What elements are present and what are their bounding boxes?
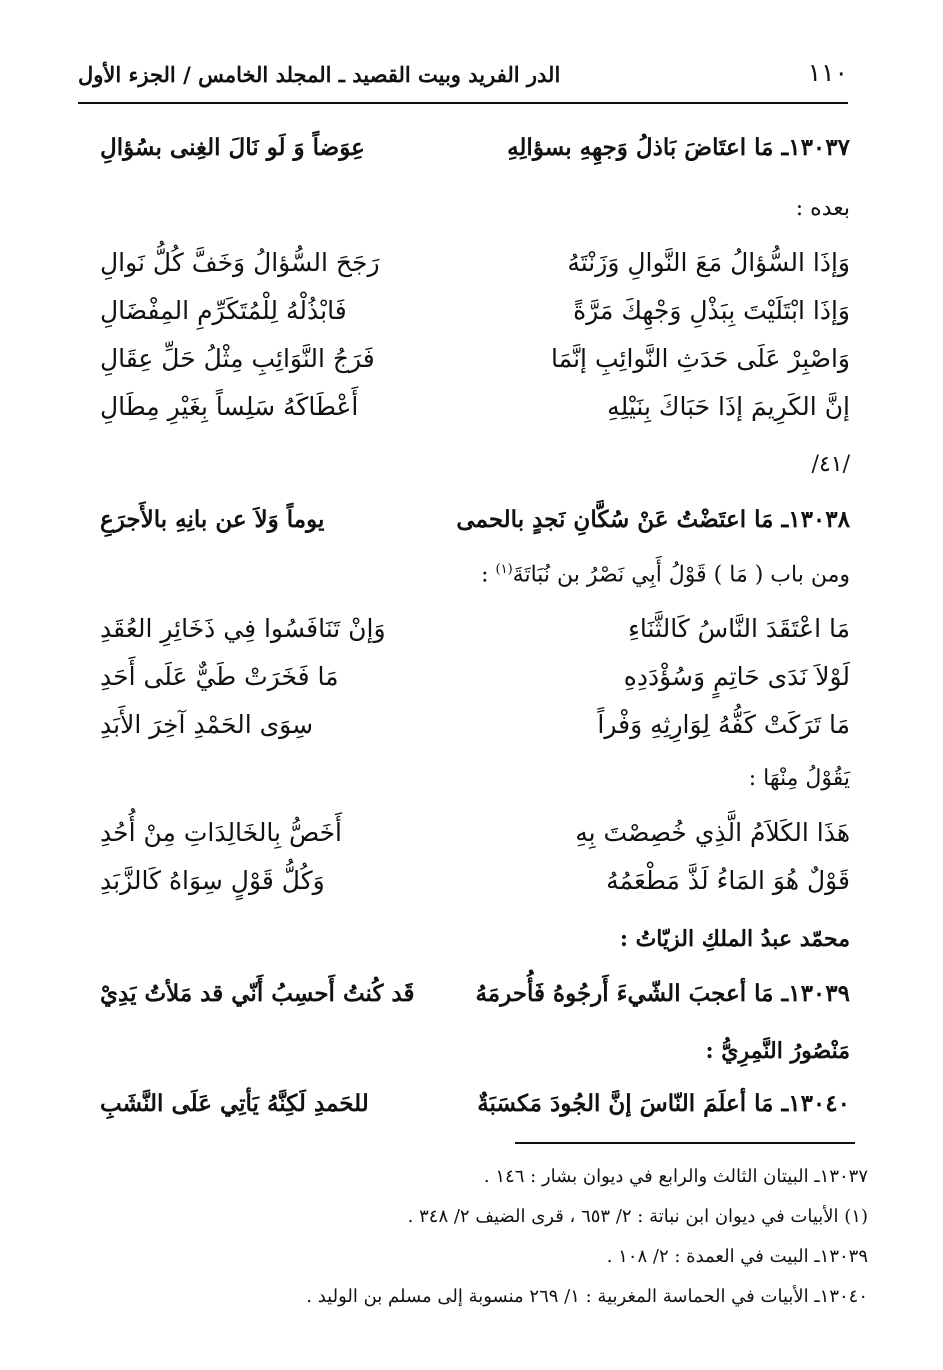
entry-13037-reference: /٤١/ <box>811 452 850 477</box>
verse-second-hemistich: وَإنْ تَنَافَسُوا فِي ذَخَائِرِ العُقَدِ <box>100 614 386 643</box>
verse-first-hemistich: وَإذَا ابْتَلَيْتَ بِبَذْلِ وَجْهِكَ مَرَّةً <box>573 296 850 325</box>
verse-second-hemistich: أَعْطَاكَهُ سَلِساً بِغَيْرِ مِطَالِ <box>100 392 359 421</box>
page-number: ١١٠ <box>807 58 848 87</box>
entry-13037-first-hemistich: ١٣٠٣٧ـ مَا اعتَاضَ بَاذلُ وَجهِهِ بسؤالِهِ <box>507 134 850 161</box>
entry-13039-second-hemistich: قَد كُنتُ أَحسِبُ أَنّي قد مَلأتُ يَدِيْ <box>100 980 415 1007</box>
verse-second-hemistich: سِوَى الحَمْدِ آخِرَ الأَبَدِ <box>100 710 314 739</box>
entry-13040-second-hemistich: للحَمدِ لَكِنَّهُ يَأتِي عَلَى النَّشَبِ <box>100 1090 369 1117</box>
footnote: ١٣٠٣٩ـ البيت في العمدة : ٢/ ١٠٨ . <box>606 1246 868 1267</box>
entry-13038-first-hemistich: ١٣٠٣٨ـ مَا اعتَضْتُ عَنْ سُكَّانِ نَجدٍ بالحمى <box>456 506 850 533</box>
verse-first-hemistich: مَا اعْتَقَدَ النَّاسُ كَالثَّنَاءِ <box>628 614 850 643</box>
entry-13038-intro <box>481 562 850 587</box>
verse-first-hemistich: إنَّ الكَرِيمَ إذَا حَبَاكَ بِنَيْلِهِ <box>607 392 850 421</box>
verse-first-hemistich: لَوْلاَ نَدَى حَاتِمٍ وَسُؤْدَدِهِ <box>623 662 850 691</box>
header-divider <box>78 102 848 104</box>
verse-second-hemistich: وَكُلُّ قَوْلٍ سِوَاهُ كَالزَّبَدِ <box>100 866 325 895</box>
entry-13039-first-hemistich: ١٣٠٣٩ـ مَا أعجبَ الشّيءَ أَرجُوهُ فَأُحرمَهُ <box>475 980 850 1007</box>
footnote: ١٣٠٤٠ـ الأبيات في الحماسة المغربية : ١/ ٢٦٩ منسوبة إلى مسلم بن الوليد . <box>306 1286 868 1307</box>
entry-13040-first-hemistich: ١٣٠٤٠ـ مَا أعلَمَ النّاسَ إنَّ الجُودَ مَكسَبَةٌ <box>477 1090 850 1117</box>
intro-text: ومن باب ( مَا ) قَوْلُ أَبِي نَصْرُ بن نُبَاتَةَ <box>512 562 850 588</box>
running-title: الدر الفريد وبيت القصيد ـ المجلد الخامس / الجزء الأول <box>78 62 561 87</box>
verse-second-hemistich: فَرَجُ النَّوَائِبِ مِثْلُ حَلِّ عِقَالِ <box>100 344 375 373</box>
entry-13037-second-hemistich: عِوَضاً وَ لَو نَالَ الغِنى بسُؤالِ <box>100 134 365 161</box>
footnote-marker: (١) <box>495 562 513 577</box>
verse-first-hemistich: وَاصْبِرْ عَلَى حَدَثِ النَّوائِبِ إنَّمَا <box>551 344 850 373</box>
poet-name: محمّد عبدُ الملكِ الزيّاتُ : <box>619 926 850 952</box>
entry-13037-intro: بعده : <box>795 196 850 221</box>
intro-colon: : <box>481 562 496 588</box>
entry-13038-intro-2: يَقُوْلُ مِنْهَا : <box>748 766 850 791</box>
page-header <box>78 58 848 92</box>
verse-first-hemistich: هَذَا الكَلاَمُ الَّذِي خُصِصْتَ بِهِ <box>575 818 850 847</box>
verse-second-hemistich: مَا فَخَرَتْ طَيٌّ عَلَى أَحَدِ <box>100 662 339 691</box>
verse-first-hemistich: قَوْلٌ هُوَ المَاءُ لَذَّ مَطْعَمُهُ <box>606 866 850 895</box>
footnote: ١٣٠٣٧ـ البيتان الثالث والرابع في ديوان بشار : ١٤٦ . <box>483 1166 868 1187</box>
verse-second-hemistich: فَابْذُلْهُ لِلْمُتَكَرِّمِ المِفْضَالِ <box>100 296 347 325</box>
verse-second-hemistich: أَخَصُّ بِالخَالِدَاتِ مِنْ أُحُدِ <box>100 818 342 847</box>
verse-first-hemistich: مَا تَرَكَتْ كَفُّهُ لِوَارِثِهِ وَفْراً <box>597 710 850 739</box>
footnote: (١) الأبيات في ديوان ابن نباتة : ٢/ ٦٥٣ ، قرى الضيف ٢/ ٣٤٨ . <box>407 1206 868 1227</box>
poet-name: مَنْصُورُ النَّمِرِيُّ : <box>705 1038 850 1064</box>
footnote-divider <box>515 1142 855 1144</box>
verse-second-hemistich: رَجَحَ السُّؤالُ وَخَفَّ كُلُّ نَوالِ <box>100 248 380 277</box>
verse-first-hemistich: وَإذَا السُّؤالُ مَعَ النَّوالِ وَزَنْتَهُ <box>567 248 850 277</box>
entry-13038-second-hemistich: يوماً وَلاَ عن بانِهِ بالأَجرَعِ <box>100 506 325 533</box>
